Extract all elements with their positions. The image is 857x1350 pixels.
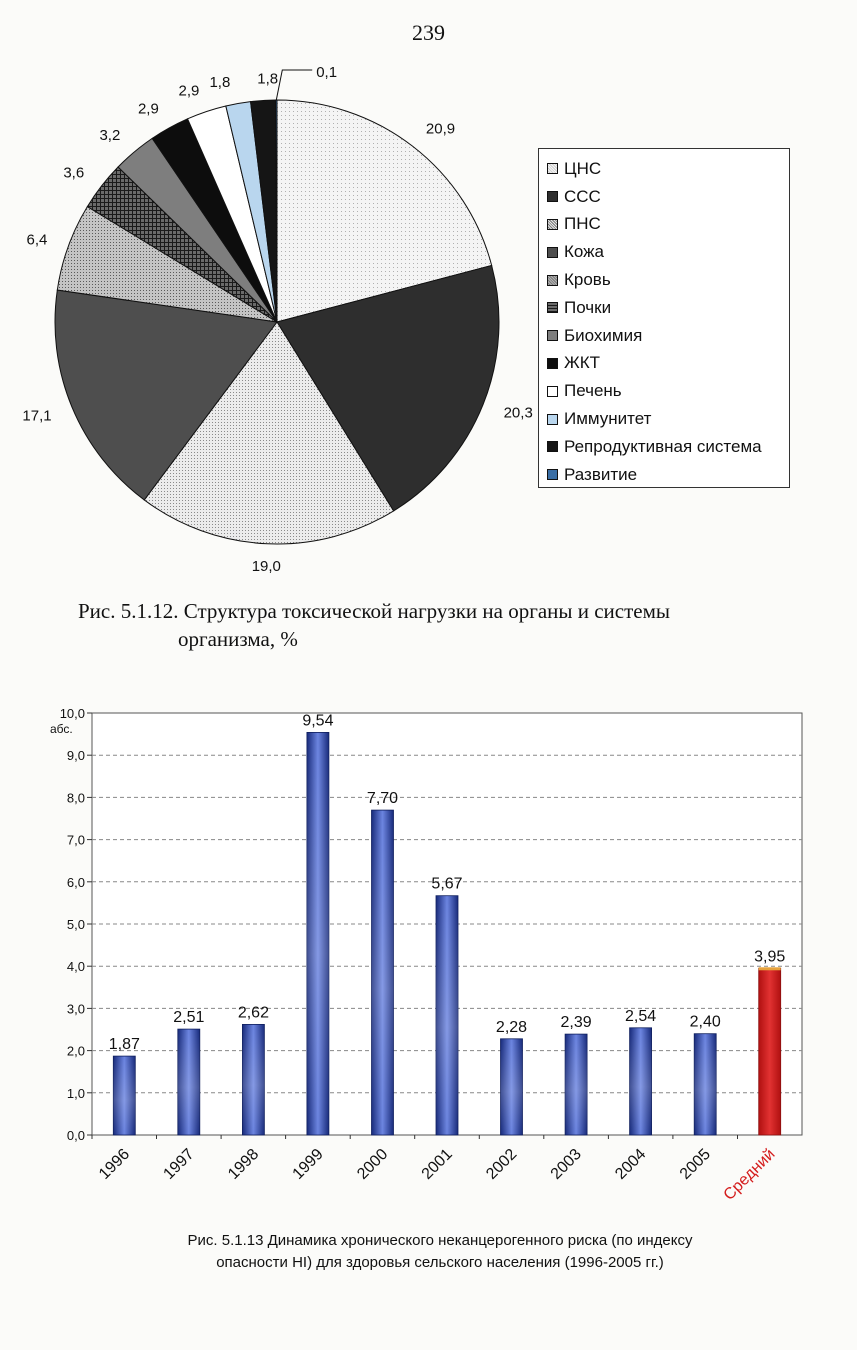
y-tick-label: 4,0 xyxy=(66,959,85,975)
bar-highlight xyxy=(501,1039,523,1135)
y-tick-label: 7,0 xyxy=(66,832,85,848)
pie-value-label: 20,3 xyxy=(503,404,533,422)
pie-value-label: 3,6 xyxy=(63,164,85,182)
legend-swatch xyxy=(547,441,558,452)
legend-item xyxy=(547,461,781,489)
page-number: 239 xyxy=(412,20,445,45)
bar-top-edge xyxy=(759,967,781,970)
bar-value-label: 9,54 xyxy=(302,712,334,730)
legend-item xyxy=(547,433,781,461)
x-category-label: 2002 xyxy=(483,1145,521,1183)
figure1-caption-line2: организма, % xyxy=(178,627,298,651)
legend-swatch xyxy=(547,302,558,313)
y-tick-label: 0,0 xyxy=(66,1128,85,1143)
bar-highlight xyxy=(242,1024,264,1135)
legend-item xyxy=(547,350,781,378)
legend-item xyxy=(547,405,781,433)
x-category-label: 2004 xyxy=(612,1145,650,1183)
figure1-caption-line1: Рис. 5.1.12. Структура токсической нагрузки на органы и системы xyxy=(78,599,670,623)
bar-highlight xyxy=(178,1029,200,1135)
legend-label: Кожа xyxy=(564,242,604,262)
y-tick-label: 2,0 xyxy=(66,1043,85,1059)
bar-highlight xyxy=(113,1056,135,1135)
bar-highlight xyxy=(630,1028,652,1135)
figure1-caption xyxy=(78,597,778,653)
legend-item xyxy=(547,322,781,350)
legend-item xyxy=(547,266,781,294)
pie-value-label: 20,9 xyxy=(425,120,456,138)
legend-item xyxy=(547,211,781,239)
pie-legend xyxy=(538,148,790,488)
legend-label: Биохимия xyxy=(564,325,643,345)
legend-label: Развитие xyxy=(564,464,638,484)
bar-highlight xyxy=(694,1034,716,1135)
y-tick-label: 9,0 xyxy=(66,748,85,764)
legend-swatch xyxy=(547,414,558,425)
legend-swatch xyxy=(547,219,558,230)
bar-value-label: 2,39 xyxy=(560,1014,592,1032)
legend-label: Почки xyxy=(564,297,612,317)
x-category-label: 1997 xyxy=(160,1145,198,1183)
bar-value-label: 3,95 xyxy=(754,948,786,966)
pie-value-label: 1,8 xyxy=(257,70,279,88)
pie-value-label: 3,2 xyxy=(99,127,121,144)
x-category-label: 1996 xyxy=(95,1145,134,1183)
bar-highlight xyxy=(372,810,394,1135)
legend-label: ПНС xyxy=(564,214,601,234)
pie-value-label: 17,1 xyxy=(22,407,52,425)
legend-label: ЦНС xyxy=(564,158,602,178)
x-category-label: 1999 xyxy=(289,1145,327,1183)
x-category-label: 2005 xyxy=(676,1145,715,1183)
y-tick-label: 10,0 xyxy=(59,706,85,721)
pie-value-label: 2,9 xyxy=(178,82,200,100)
legend-label: Репродуктивная система xyxy=(564,436,762,456)
x-category-label: 2003 xyxy=(547,1145,585,1183)
legend-item xyxy=(547,377,781,405)
bar-value-label: 2,40 xyxy=(689,1013,721,1031)
legend-label: ССС xyxy=(564,186,601,206)
pie-leader-line xyxy=(276,70,312,100)
figure2-caption xyxy=(100,1230,780,1274)
y-tick-label: 5,0 xyxy=(66,917,85,932)
bar-chart xyxy=(40,695,820,1215)
legend-swatch xyxy=(547,469,558,480)
bar-highlight xyxy=(565,1034,587,1135)
pie-value-label: 1,8 xyxy=(209,73,231,91)
pie-value-label: 19,0 xyxy=(251,557,281,575)
legend-label: Печень xyxy=(564,381,622,401)
legend-swatch xyxy=(547,358,558,369)
bar-value-label: 2,28 xyxy=(495,1018,528,1036)
bar-highlight xyxy=(307,732,329,1135)
pie-value-label: 6,4 xyxy=(26,231,48,249)
legend-swatch xyxy=(547,275,558,286)
bar-value-label: 2,54 xyxy=(625,1007,657,1025)
legend-item xyxy=(547,155,781,183)
x-category-label: 2001 xyxy=(418,1145,456,1183)
legend-swatch xyxy=(547,386,558,397)
y-tick-label: 1,0 xyxy=(66,1085,85,1101)
y-axis-label: абс. xyxy=(50,722,73,736)
legend-label: Иммунитет xyxy=(564,409,652,429)
y-tick-label: 6,0 xyxy=(66,874,85,890)
legend-label: Кровь xyxy=(564,270,611,290)
legend-swatch xyxy=(547,247,558,258)
x-category-label: 2000 xyxy=(354,1145,392,1183)
bar-value-label: 1,87 xyxy=(108,1036,140,1054)
legend-item xyxy=(547,183,781,211)
bar xyxy=(759,968,781,1135)
legend-label: ЖКТ xyxy=(564,353,600,373)
legend-swatch xyxy=(547,330,558,341)
bar-value-label: 2,51 xyxy=(173,1009,205,1027)
figure2-caption-line1: Рис. 5.1.13 Динамика хронического неканцерогенного риска (по индексу xyxy=(187,1232,693,1249)
bar-value-label: 7,70 xyxy=(366,790,399,808)
y-tick-label: 3,0 xyxy=(66,1001,85,1017)
legend-item xyxy=(547,294,781,322)
x-category-label: 1998 xyxy=(225,1145,263,1183)
y-tick-label: 8,0 xyxy=(66,790,85,806)
figure2-caption-line2: опасности HI) для здоровья сельского населения (1996-2005 гг.) xyxy=(216,1254,664,1271)
legend-item xyxy=(547,238,781,266)
pie-chart xyxy=(22,64,533,580)
x-category-label: Средний xyxy=(720,1145,779,1204)
pie-value-label: 2,9 xyxy=(137,100,159,118)
legend-swatch xyxy=(547,163,558,174)
pie-value-label: 0,1 xyxy=(316,64,338,81)
bar-value-label: 2,62 xyxy=(237,1004,269,1022)
bar-highlight xyxy=(436,896,458,1135)
legend-swatch xyxy=(547,191,558,202)
bar-value-label: 5,67 xyxy=(431,875,463,893)
